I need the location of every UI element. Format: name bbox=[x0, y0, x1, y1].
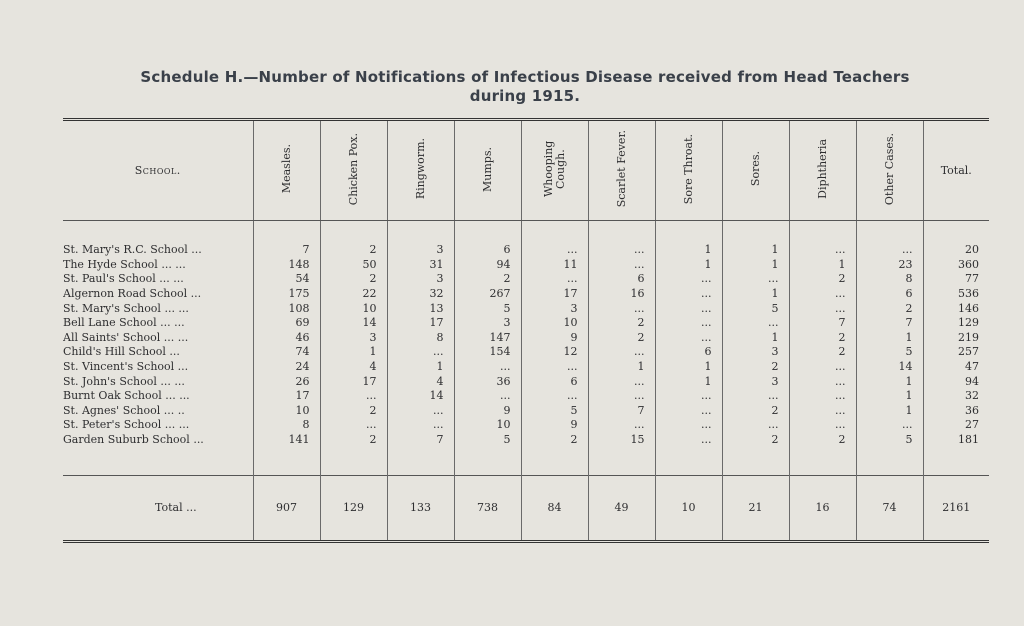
count-cell: ... bbox=[655, 272, 722, 287]
column-total-cell: 49 bbox=[588, 476, 655, 542]
count-cell: 1 bbox=[722, 331, 789, 346]
school-name-cell: St. John's School ... ... bbox=[63, 374, 185, 388]
count-cell: 2 bbox=[789, 433, 856, 448]
row-total-cell: 32 bbox=[923, 389, 989, 404]
count-cell: ... bbox=[789, 404, 856, 419]
totals-label: Total ... bbox=[63, 476, 253, 542]
column-header-ringworm: Ringworm. bbox=[387, 120, 454, 221]
count-cell: 6 bbox=[521, 374, 588, 389]
table-row bbox=[63, 301, 989, 316]
count-cell: ... bbox=[655, 331, 722, 346]
count-cell: 5 bbox=[521, 404, 588, 419]
school-name-cell: Child's Hill School ... bbox=[63, 345, 180, 359]
count-cell: 10 bbox=[253, 404, 320, 419]
count-cell: 7 bbox=[588, 404, 655, 419]
count-cell: 17 bbox=[253, 389, 320, 404]
row-total-cell: 47 bbox=[923, 360, 989, 375]
count-cell: 1 bbox=[856, 404, 923, 419]
count-cell: 7 bbox=[387, 433, 454, 448]
count-cell: 69 bbox=[253, 316, 320, 331]
count-cell: ... bbox=[722, 418, 789, 433]
count-cell: 8 bbox=[856, 272, 923, 287]
school-column-header: School. bbox=[63, 120, 253, 221]
count-cell: 46 bbox=[253, 331, 320, 346]
table-row bbox=[63, 389, 989, 404]
column-header-total: Total. bbox=[923, 120, 989, 221]
row-total-cell: 536 bbox=[923, 287, 989, 302]
row-total-cell: 27 bbox=[923, 418, 989, 433]
count-cell: 6 bbox=[588, 272, 655, 287]
count-cell: ... bbox=[789, 287, 856, 302]
count-cell: ... bbox=[521, 360, 588, 375]
count-cell: 3 bbox=[320, 331, 387, 346]
count-cell: 13 bbox=[387, 301, 454, 316]
title-line-2: during 1915. bbox=[469, 87, 581, 105]
count-cell: 54 bbox=[253, 272, 320, 287]
count-cell: 1 bbox=[320, 345, 387, 360]
count-cell: 31 bbox=[387, 258, 454, 273]
count-cell: 2 bbox=[320, 221, 387, 258]
count-cell: 7 bbox=[253, 221, 320, 258]
school-name-cell: St. Vincent's School ... bbox=[63, 360, 189, 374]
count-cell: 9 bbox=[521, 418, 588, 433]
count-cell: ... bbox=[722, 316, 789, 331]
page-title bbox=[60, 68, 990, 106]
school-name-cell: Garden Suburb School ... bbox=[63, 433, 204, 447]
count-cell: 148 bbox=[253, 258, 320, 273]
count-cell: 23 bbox=[856, 258, 923, 273]
count-cell: 2 bbox=[588, 331, 655, 346]
row-total-cell: 360 bbox=[923, 258, 989, 273]
count-cell: ... bbox=[856, 418, 923, 433]
count-cell: 6 bbox=[856, 287, 923, 302]
count-cell: 175 bbox=[253, 287, 320, 302]
count-cell: ... bbox=[387, 404, 454, 419]
count-cell: ... bbox=[454, 389, 521, 404]
count-cell: 16 bbox=[588, 287, 655, 302]
column-total-cell: 129 bbox=[320, 476, 387, 542]
row-total-cell: 77 bbox=[923, 272, 989, 287]
count-cell: 10 bbox=[521, 316, 588, 331]
count-cell: 32 bbox=[387, 287, 454, 302]
count-cell: 14 bbox=[387, 389, 454, 404]
count-cell: ... bbox=[521, 272, 588, 287]
count-cell: 7 bbox=[789, 316, 856, 331]
column-total-cell: 133 bbox=[387, 476, 454, 542]
count-cell: ... bbox=[588, 345, 655, 360]
count-cell: 5 bbox=[856, 345, 923, 360]
count-cell: 9 bbox=[454, 404, 521, 419]
count-cell: 7 bbox=[856, 316, 923, 331]
count-cell: ... bbox=[521, 221, 588, 258]
row-total-cell: 219 bbox=[923, 331, 989, 346]
count-cell: 9 bbox=[521, 331, 588, 346]
count-cell: 2 bbox=[320, 404, 387, 419]
column-header-scarlet-fever: Scarlet Fever. bbox=[588, 120, 655, 221]
row-total-cell: 36 bbox=[923, 404, 989, 419]
row-total-cell: 129 bbox=[923, 316, 989, 331]
count-cell: 2 bbox=[722, 404, 789, 419]
count-cell: 22 bbox=[320, 287, 387, 302]
table-row bbox=[63, 221, 989, 258]
count-cell: ... bbox=[588, 418, 655, 433]
count-cell: ... bbox=[387, 418, 454, 433]
count-cell: 1 bbox=[655, 360, 722, 375]
column-total-cell: 10 bbox=[655, 476, 722, 542]
count-cell: 3 bbox=[722, 345, 789, 360]
count-cell: 267 bbox=[454, 287, 521, 302]
table-row bbox=[63, 360, 989, 375]
column-header-mumps: Mumps. bbox=[454, 120, 521, 221]
count-cell: 3 bbox=[521, 301, 588, 316]
table-row bbox=[63, 404, 989, 419]
count-cell: ... bbox=[320, 389, 387, 404]
count-cell: 5 bbox=[454, 433, 521, 448]
school-name-cell: St. Mary's R.C. School ... bbox=[63, 243, 202, 257]
count-cell: 17 bbox=[521, 287, 588, 302]
column-total-cell: 74 bbox=[856, 476, 923, 542]
count-cell: 1 bbox=[387, 360, 454, 375]
school-name-cell: St. Mary's School ... ... bbox=[63, 301, 189, 315]
title-line-1: Schedule H.—Number of Notifications of Infectious Disease received from Head Teachers bbox=[140, 68, 910, 86]
count-cell: 1 bbox=[722, 258, 789, 273]
count-cell: 94 bbox=[454, 258, 521, 273]
count-cell: ... bbox=[856, 221, 923, 258]
count-cell: ... bbox=[655, 433, 722, 448]
count-cell: 3 bbox=[722, 374, 789, 389]
column-header-chicken-pox: Chicken Pox. bbox=[320, 120, 387, 221]
school-name-cell: Algernon Road School ... bbox=[63, 287, 202, 301]
count-cell: ... bbox=[387, 345, 454, 360]
count-cell: 1 bbox=[655, 258, 722, 273]
count-cell: 1 bbox=[856, 389, 923, 404]
count-cell: ... bbox=[454, 360, 521, 375]
count-cell: 2 bbox=[789, 345, 856, 360]
count-cell: 141 bbox=[253, 433, 320, 448]
count-cell: 2 bbox=[454, 272, 521, 287]
count-cell: 36 bbox=[454, 374, 521, 389]
table-row bbox=[63, 258, 989, 273]
column-header-diphtheria: Diphtheria bbox=[789, 120, 856, 221]
count-cell: 4 bbox=[387, 374, 454, 389]
school-name-cell: Bell Lane School ... ... bbox=[63, 316, 185, 330]
count-cell: 1 bbox=[655, 221, 722, 258]
count-cell: 50 bbox=[320, 258, 387, 273]
count-cell: 26 bbox=[253, 374, 320, 389]
count-cell: 2 bbox=[722, 360, 789, 375]
count-cell: 1 bbox=[655, 374, 722, 389]
column-total-cell: 907 bbox=[253, 476, 320, 542]
count-cell: ... bbox=[655, 287, 722, 302]
row-total-cell: 146 bbox=[923, 301, 989, 316]
count-cell: 2 bbox=[521, 433, 588, 448]
count-cell: ... bbox=[521, 389, 588, 404]
count-cell: 6 bbox=[454, 221, 521, 258]
count-cell: 2 bbox=[320, 433, 387, 448]
count-cell: ... bbox=[588, 221, 655, 258]
count-cell: 1 bbox=[856, 331, 923, 346]
table-row bbox=[63, 287, 989, 302]
count-cell: ... bbox=[588, 301, 655, 316]
count-cell: 74 bbox=[253, 345, 320, 360]
count-cell: 2 bbox=[789, 331, 856, 346]
column-total-cell: 21 bbox=[722, 476, 789, 542]
count-cell: 15 bbox=[588, 433, 655, 448]
count-cell: 2 bbox=[588, 316, 655, 331]
school-name-cell: St. Peter's School ... ... bbox=[63, 418, 190, 432]
count-cell: 154 bbox=[454, 345, 521, 360]
table-row bbox=[63, 316, 989, 331]
school-name-cell: The Hyde School ... ... bbox=[63, 257, 186, 271]
row-total-cell: 181 bbox=[923, 433, 989, 448]
count-cell: 1 bbox=[722, 287, 789, 302]
school-name-cell: St. Paul's School ... ... bbox=[63, 272, 184, 286]
count-cell: 2 bbox=[789, 272, 856, 287]
row-total-cell: 20 bbox=[923, 221, 989, 258]
header-row bbox=[63, 120, 989, 221]
column-total-cell: 84 bbox=[521, 476, 588, 542]
count-cell: 10 bbox=[454, 418, 521, 433]
count-cell: 10 bbox=[320, 301, 387, 316]
row-total-cell: 94 bbox=[923, 374, 989, 389]
count-cell: 17 bbox=[387, 316, 454, 331]
count-cell: ... bbox=[789, 389, 856, 404]
count-cell: 108 bbox=[253, 301, 320, 316]
school-name-cell: St. Agnes' School ... .. bbox=[63, 403, 185, 417]
count-cell: 2 bbox=[722, 433, 789, 448]
table-row bbox=[63, 433, 989, 448]
count-cell: ... bbox=[655, 316, 722, 331]
count-cell: 14 bbox=[320, 316, 387, 331]
grand-total-cell: 2161 bbox=[923, 476, 989, 542]
count-cell: 1 bbox=[789, 258, 856, 273]
count-cell: 3 bbox=[387, 221, 454, 258]
row-total-cell: 257 bbox=[923, 345, 989, 360]
count-cell: 24 bbox=[253, 360, 320, 375]
table-row bbox=[63, 345, 989, 360]
count-cell: 2 bbox=[856, 301, 923, 316]
school-name-cell: All Saints' School ... ... bbox=[63, 330, 189, 344]
count-cell: 17 bbox=[320, 374, 387, 389]
column-total-cell: 16 bbox=[789, 476, 856, 542]
count-cell: 4 bbox=[320, 360, 387, 375]
totals-row bbox=[63, 476, 989, 542]
count-cell: ... bbox=[655, 404, 722, 419]
count-cell: 5 bbox=[722, 301, 789, 316]
count-cell: ... bbox=[655, 418, 722, 433]
count-cell: ... bbox=[588, 374, 655, 389]
column-header-measles: Measles. bbox=[253, 120, 320, 221]
table-row bbox=[63, 418, 989, 433]
count-cell: ... bbox=[789, 301, 856, 316]
table-row bbox=[63, 374, 989, 389]
table-row bbox=[63, 272, 989, 287]
count-cell: ... bbox=[789, 418, 856, 433]
school-name-cell: Burnt Oak School ... ... bbox=[63, 389, 190, 403]
count-cell: ... bbox=[320, 418, 387, 433]
count-cell: ... bbox=[722, 272, 789, 287]
count-cell: 147 bbox=[454, 331, 521, 346]
count-cell: 1 bbox=[856, 374, 923, 389]
count-cell: 2 bbox=[320, 272, 387, 287]
count-cell: ... bbox=[789, 374, 856, 389]
count-cell: 8 bbox=[387, 331, 454, 346]
count-cell: 5 bbox=[856, 433, 923, 448]
column-header-whooping-cough: Whooping Cough. bbox=[521, 120, 588, 221]
count-cell: 11 bbox=[521, 258, 588, 273]
count-cell: 8 bbox=[253, 418, 320, 433]
count-cell: ... bbox=[789, 221, 856, 258]
count-cell: 1 bbox=[588, 360, 655, 375]
count-cell: 12 bbox=[521, 345, 588, 360]
count-cell: ... bbox=[655, 301, 722, 316]
table-row bbox=[63, 331, 989, 346]
spacer-row bbox=[63, 447, 989, 476]
column-total-cell: 738 bbox=[454, 476, 521, 542]
count-cell: ... bbox=[588, 258, 655, 273]
column-header-sores: Sores. bbox=[722, 120, 789, 221]
count-cell: ... bbox=[789, 360, 856, 375]
count-cell: 3 bbox=[387, 272, 454, 287]
count-cell: ... bbox=[588, 389, 655, 404]
count-cell: 3 bbox=[454, 316, 521, 331]
column-header-sore-throat: Sore Throat. bbox=[655, 120, 722, 221]
count-cell: 6 bbox=[655, 345, 722, 360]
column-header-other-cases: Other Cases. bbox=[856, 120, 923, 221]
count-cell: ... bbox=[655, 389, 722, 404]
count-cell: 1 bbox=[722, 221, 789, 258]
table-body bbox=[63, 221, 989, 542]
notifications-table bbox=[63, 118, 989, 543]
count-cell: 5 bbox=[454, 301, 521, 316]
count-cell: 14 bbox=[856, 360, 923, 375]
count-cell: ... bbox=[722, 389, 789, 404]
